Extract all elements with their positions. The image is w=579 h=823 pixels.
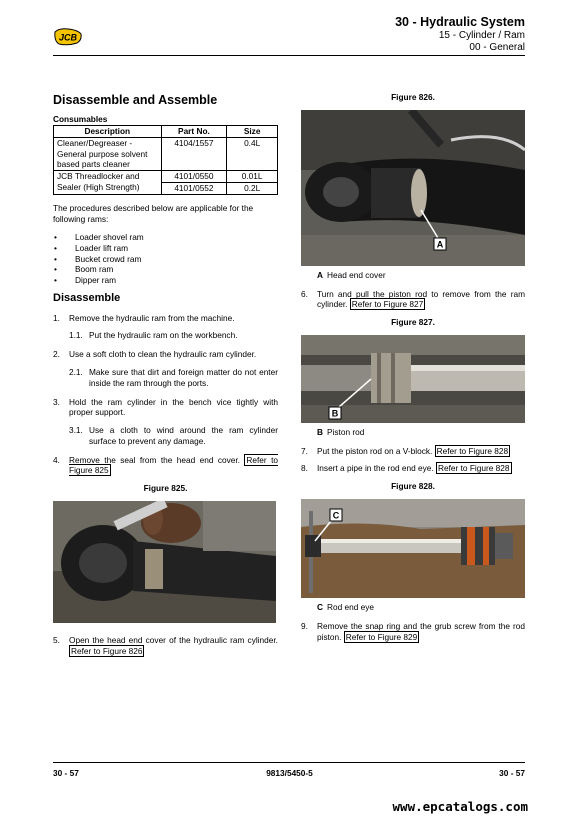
table-row [54, 171, 278, 183]
substep [53, 425, 278, 447]
figure-826-photo [301, 110, 525, 266]
table-cell: 0.01L [227, 171, 278, 183]
consumables-table [53, 125, 278, 195]
step-number: 8. [301, 463, 308, 474]
list-item: • Dipper ram [53, 275, 278, 286]
step-number: 3.1. [69, 425, 83, 436]
table-cell: 0.4L [227, 137, 278, 170]
table-row [54, 137, 278, 170]
figure-826-title: Figure 826. [391, 92, 435, 102]
subsection-title: 00 - General [469, 41, 525, 53]
footer-page-right: 30 - 57 [499, 768, 525, 778]
step-number: 6. [301, 288, 308, 299]
step-text: Put the piston rod on a V-block. [317, 445, 433, 456]
figure-827-photo [301, 335, 525, 423]
consumables-label: Consumables [53, 114, 108, 125]
step-text: Hold the ram cylinder in the bench vice tightly with proper support. [69, 396, 278, 418]
step-text: Open the head end cover of the hydraulic ram cylinder. [69, 635, 278, 645]
table-cell: Cleaner/Degreaser - General purpose solvent based parts cleaner [54, 137, 162, 170]
caption-letter: A [317, 269, 323, 280]
footer-document-number: 9813/5450-5 [266, 768, 313, 778]
intro-paragraph: The procedures described below are applicable for the following rams: [53, 202, 254, 224]
footer-page-left: 30 - 57 [53, 768, 79, 778]
step-text: Insert a pipe in the rod end eye. [317, 463, 434, 474]
step-text: Make sure that dirt and foreign matter do not enter inside the ram through the ports. [89, 366, 278, 388]
figure-827-callout: B [331, 408, 339, 419]
step-number: 9. [301, 620, 308, 631]
figure-828-photo [301, 499, 525, 598]
step [53, 635, 278, 657]
figure-828-callout: C [332, 510, 340, 521]
page-header [395, 14, 525, 53]
header-rule [53, 55, 525, 56]
left-column [53, 92, 278, 664]
caption-text: Head end cover [327, 269, 386, 280]
step-number: 1.1. [69, 330, 83, 341]
step [53, 455, 278, 477]
step-text: Put the hydraulic ram on the workbench. [89, 330, 238, 341]
step-text: Use a soft cloth to clean the hydraulic ram cylinder. [69, 349, 257, 360]
watermark-url[interactable]: www.epcatalogs.com [392, 799, 528, 814]
step-number: 2.1. [69, 366, 83, 377]
figure-link[interactable]: Refer to Figure 828 [436, 445, 509, 456]
column-header: Part No. [161, 126, 227, 138]
figure-link[interactable]: Refer to Figure 828 [438, 463, 510, 474]
caption-text: Piston rod [327, 426, 365, 437]
table-cell: 4101/0552 [161, 182, 227, 194]
disassemble-heading: Disassemble [53, 292, 121, 305]
figure-828-caption [317, 602, 525, 613]
figure-link[interactable]: Refer to Figure 825 [69, 454, 278, 476]
table-header-row [54, 126, 278, 138]
figure-link[interactable]: Refer to Figure 829 [345, 631, 418, 642]
list-item: • Loader shovel ram [53, 232, 278, 243]
step-number: 2. [53, 349, 60, 360]
figure-828-title: Figure 828. [391, 481, 435, 492]
step [301, 621, 525, 643]
table-cell: JCB Threadlocker and Sealer (High Strength) [54, 171, 162, 195]
list-item: • Loader lift ram [53, 243, 278, 254]
svg-text:JCB: JCB [58, 32, 78, 43]
step [301, 463, 525, 474]
right-column [301, 92, 525, 649]
figure-826-callout: A [436, 239, 444, 250]
chapter-title: 30 - Hydraulic System [395, 15, 525, 29]
caption-letter: C [317, 602, 323, 613]
step-text: Use a cloth to wind around the ram cylinder surface to prevent any damage. [89, 425, 278, 446]
jcb-logo [53, 28, 83, 46]
column-header: Size [227, 126, 278, 138]
step-number: 3. [53, 396, 60, 407]
step [301, 446, 525, 457]
page-heading: Disassemble and Assemble [53, 93, 218, 107]
footer-rule [53, 762, 525, 763]
rams-list [53, 232, 278, 285]
step-text: Remove the seal from the head end cover. [69, 454, 240, 465]
figure-825-photo [53, 501, 276, 623]
step-number: 5. [53, 635, 60, 645]
step-text: Remove the hydraulic ram from the machine. [69, 312, 235, 323]
figure-826-caption [317, 270, 525, 281]
step-number: 7. [301, 445, 308, 456]
step-text: Remove the snap ring and the grub screw from the rod piston. [317, 620, 525, 642]
step [53, 313, 278, 324]
step [301, 289, 525, 311]
substep [53, 330, 278, 341]
list-item: • Bucket crowd ram [53, 254, 278, 265]
column-header: Description [54, 126, 162, 138]
step [53, 349, 278, 360]
section-title: 15 - Cylinder / Ram [438, 30, 525, 42]
list-item: • Boom ram [53, 264, 278, 275]
figure-827-caption [317, 427, 525, 438]
figure-825-title: Figure 825. [143, 483, 188, 494]
table-cell: 0.2L [227, 182, 278, 194]
table-cell: 4101/0550 [161, 171, 227, 183]
figure-827-title: Figure 827. [391, 317, 435, 328]
caption-letter: B [317, 426, 323, 437]
caption-text: Rod end eye [327, 602, 375, 613]
table-cell: 4104/1557 [161, 137, 227, 170]
step-text: Turn and pull the piston rod to remove from the ram cylinder. [317, 288, 525, 310]
step [53, 397, 278, 419]
step-number: 4. [53, 454, 60, 465]
figure-link[interactable]: Refer to Figure 827 [351, 299, 424, 310]
figure-link[interactable]: Refer to Figure 826 [71, 645, 143, 656]
substep [53, 367, 278, 389]
step-number: 1. [53, 312, 60, 323]
